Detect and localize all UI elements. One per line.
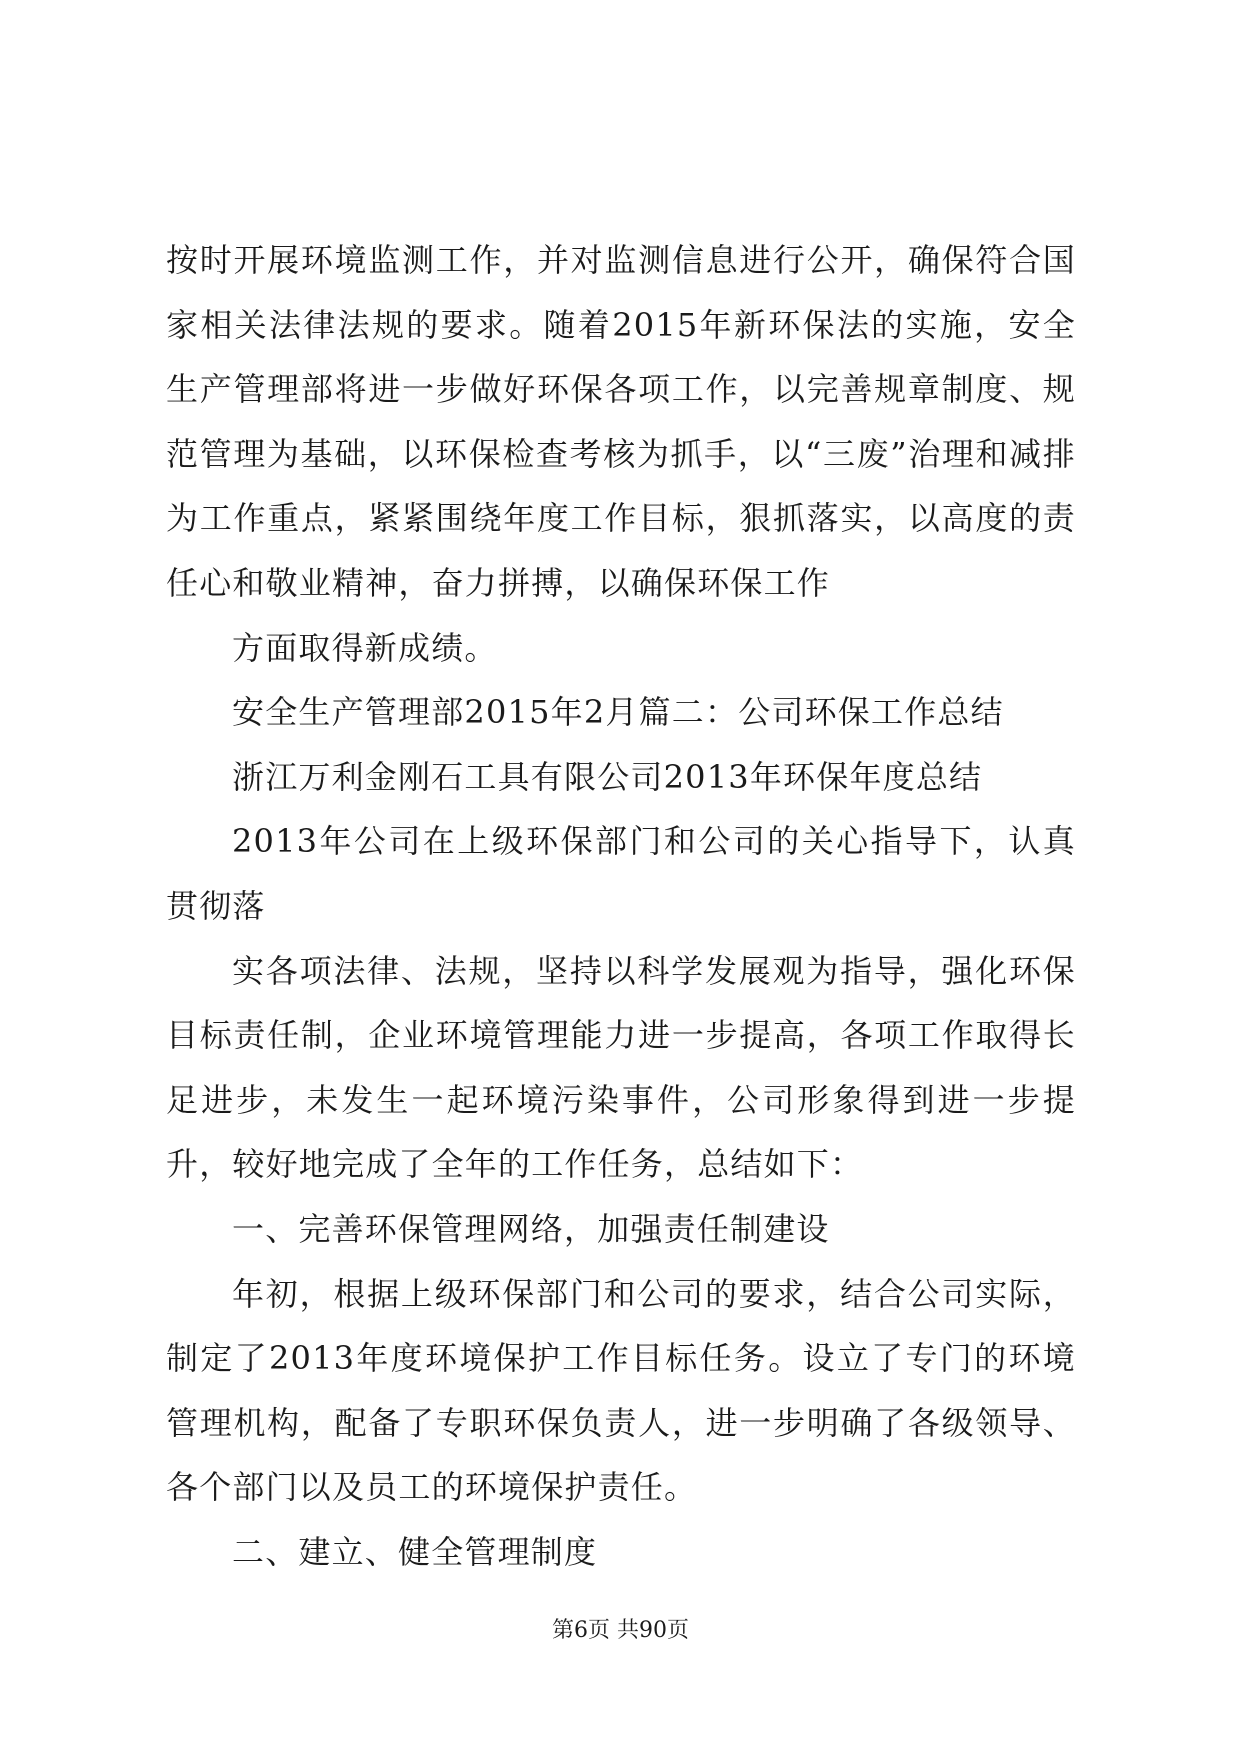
paragraph-signature-heading: 安全生产管理部2015年2月篇二：公司环保工作总结 bbox=[232, 693, 1004, 732]
page-footer bbox=[0, 1616, 1241, 1646]
document-title: 浙江万利金刚石工具有限公司2013年环保年度总结 bbox=[232, 757, 983, 796]
paragraph-continuation: 按时开展环境监测工作，并对监测信息进行公开，确保符合国家相关法律法规的要求。随着2015年新环保法的实施，安全生产管理部将进一步做好环保各项工作，以完善规章制度、规范管理为基础，以环保检查考核为抓手，以“三废”治理和减排为工作重点，紧紧围绕年度工作目标，狠抓落实，以高度的责任心和敬业精神，奋力拼搏，以确保环保工作 bbox=[166, 241, 1076, 602]
paragraph-section-1: 年初，根据上级环保部门和公司的要求，结合公司实际，制定了2013年度环境保护工作目标任务。设立了专门的环境管理机构，配备了专职环保负责人，进一步明确了各级领导、各个部门以及员工的环境保护责任。 bbox=[166, 1274, 1076, 1507]
paragraph-intro: 2013年公司在上级环保部门和公司的关心指导下，认真贯彻落 bbox=[166, 822, 1076, 925]
page-number: 第6页 共90页 bbox=[552, 1618, 689, 1643]
section-heading-1: 一、完善环保管理网络，加强责任制建设 bbox=[232, 1209, 830, 1248]
paragraph-closing: 方面取得新成绩。 bbox=[232, 628, 498, 667]
section-heading-2: 二、建立、健全管理制度 bbox=[232, 1532, 598, 1571]
paragraph-summary: 实各项法律、法规，坚持以科学发展观为指导，强化环保目标责任制，企业环境管理能力进一步提高，各项工作取得长足进步，未发生一起环境污染事件，公司形象得到进一步提升，较好地完成了全年的工作任务，总结如下： bbox=[166, 951, 1076, 1184]
body-text bbox=[166, 228, 1076, 1584]
